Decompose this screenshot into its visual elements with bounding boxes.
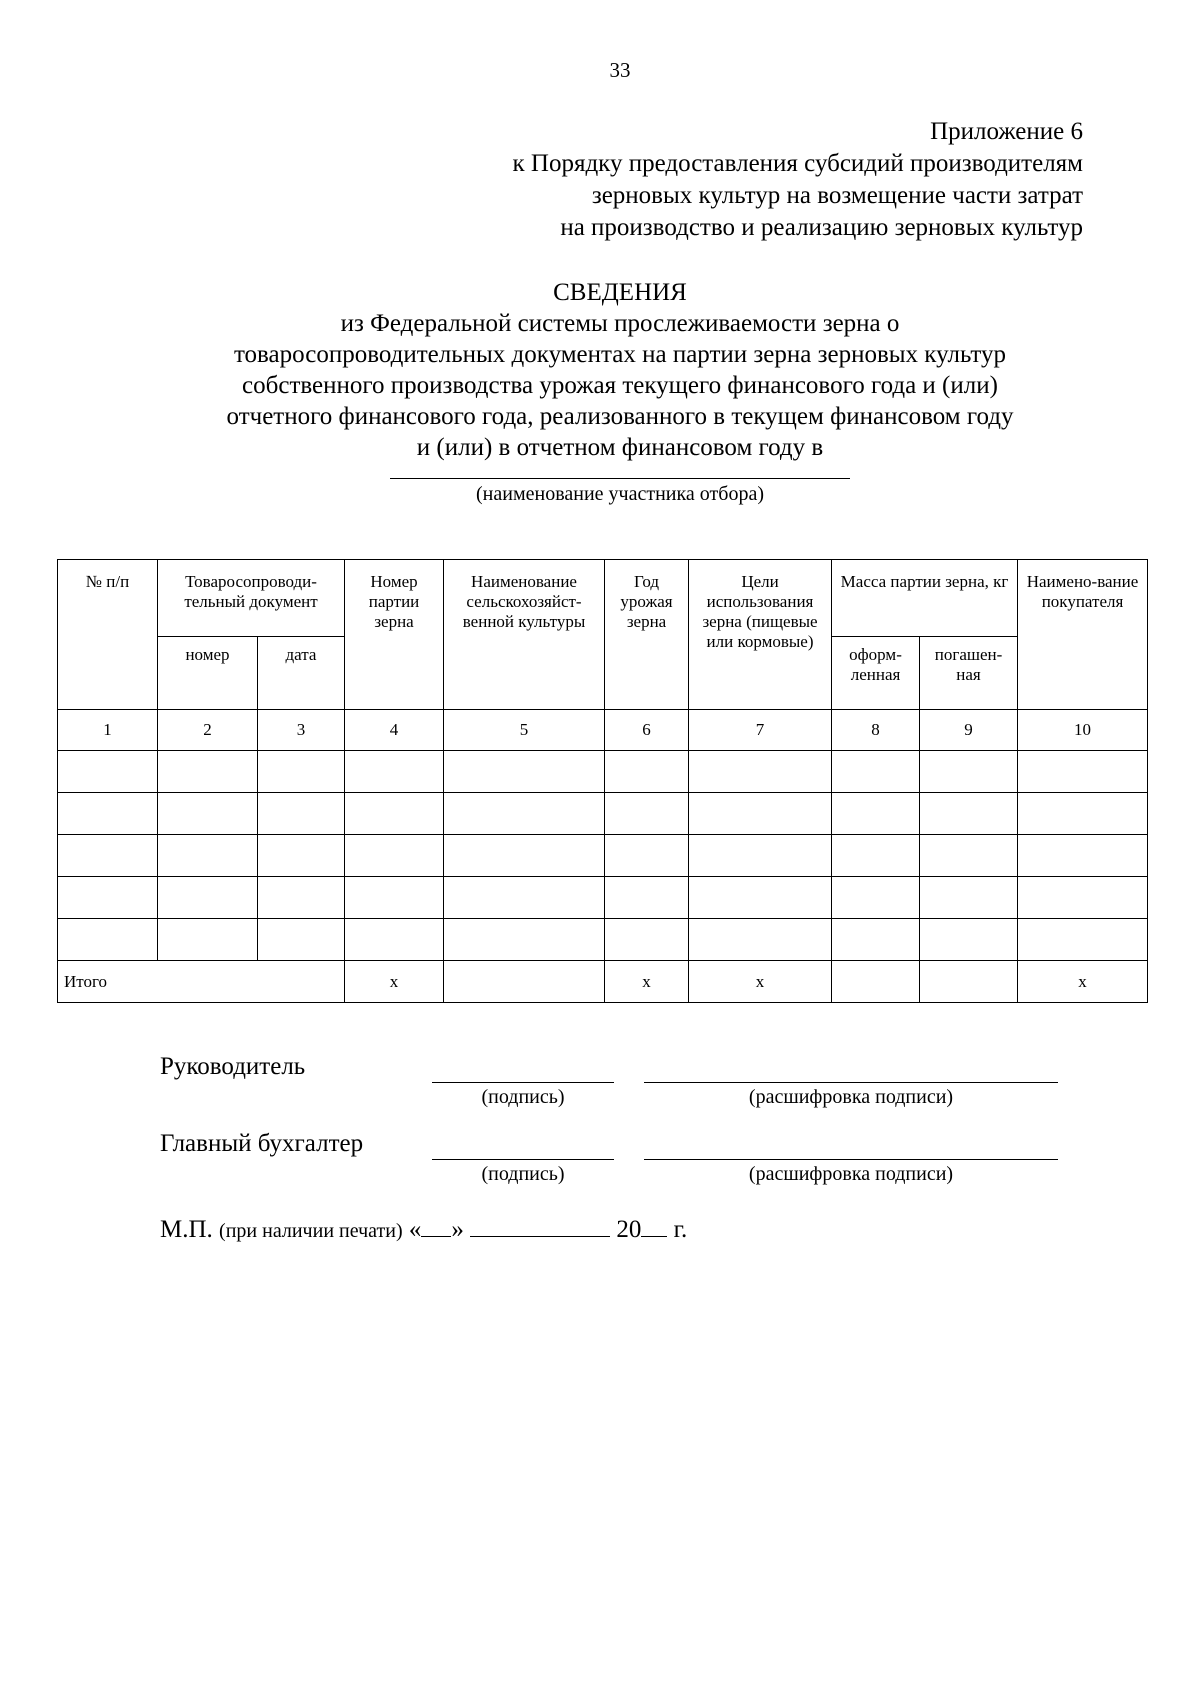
appendix-reference xyxy=(513,116,1084,244)
header-mass-redeemed: погашен-ная xyxy=(920,637,1018,710)
table-cell[interactable] xyxy=(689,877,832,919)
table-cell[interactable] xyxy=(258,919,345,961)
head-signature-line[interactable] xyxy=(432,1082,614,1083)
table-cell[interactable] xyxy=(158,919,258,961)
seal-condition: (при наличии печати) xyxy=(219,1220,403,1242)
grain-documents-table xyxy=(57,559,1148,1003)
total-year-cell: х xyxy=(605,961,689,1003)
table-cell[interactable] xyxy=(345,793,444,835)
head-label: Руководитель xyxy=(160,1053,306,1080)
close-quote: » xyxy=(451,1216,464,1243)
header-document: Товаросопроводи-тельный документ xyxy=(158,560,345,637)
head-signature-caption: (подпись) xyxy=(481,1086,565,1108)
head-decoding-line[interactable] xyxy=(644,1082,1058,1083)
column-number: 7 xyxy=(689,710,832,751)
table-cell[interactable] xyxy=(689,835,832,877)
table-cell[interactable] xyxy=(345,751,444,793)
accountant-signature-line[interactable] xyxy=(432,1159,614,1160)
column-number: 10 xyxy=(1018,710,1148,751)
table-cell[interactable] xyxy=(605,835,689,877)
header-crop: Наименование сельскохозяйст-венной культуры xyxy=(444,560,605,710)
table-row xyxy=(58,877,1148,919)
table-cell[interactable] xyxy=(832,919,920,961)
table-cell[interactable] xyxy=(444,751,605,793)
accountant-signature-caption: (подпись) xyxy=(481,1163,565,1185)
table-cell[interactable] xyxy=(258,835,345,877)
page-number: 33 xyxy=(609,58,631,82)
table-cell[interactable] xyxy=(689,751,832,793)
table-cell[interactable] xyxy=(158,751,258,793)
table-cell[interactable] xyxy=(345,877,444,919)
table-cell[interactable] xyxy=(689,793,832,835)
total-mass-issued-cell[interactable] xyxy=(832,961,920,1003)
title-line: товаросопроводительных документах на партии зерна зерновых культур xyxy=(233,341,1007,368)
table-cell[interactable] xyxy=(832,877,920,919)
header-purpose: Цели использования зерна (пищевые или кормовые) xyxy=(689,560,832,710)
table-cell[interactable] xyxy=(444,919,605,961)
total-row xyxy=(58,961,1148,1003)
column-number: 8 xyxy=(832,710,920,751)
table-cell[interactable] xyxy=(345,919,444,961)
open-quote: « xyxy=(408,1216,422,1243)
table-cell[interactable] xyxy=(1018,835,1148,877)
table-cell[interactable] xyxy=(920,877,1018,919)
table-cell[interactable] xyxy=(258,877,345,919)
year-suffix: г. xyxy=(673,1216,688,1243)
seal-mp: М.П. xyxy=(160,1216,213,1243)
seal-date-line xyxy=(160,1212,687,1244)
table-cell[interactable] xyxy=(58,835,158,877)
header-mass: Масса партии зерна, кг xyxy=(832,560,1018,637)
table-cell[interactable] xyxy=(1018,793,1148,835)
column-number: 2 xyxy=(158,710,258,751)
appendix-line: на производство и реализацию зерновых культур xyxy=(560,214,1083,241)
title-line: и (или) в отчетном финансовом году в xyxy=(416,434,824,461)
table-cell[interactable] xyxy=(58,919,158,961)
total-purpose-cell: х xyxy=(689,961,832,1003)
participant-caption: (наименование участника отбора) xyxy=(476,483,764,505)
table-cell[interactable] xyxy=(158,877,258,919)
table-cell[interactable] xyxy=(920,835,1018,877)
table-cell[interactable] xyxy=(1018,919,1148,961)
table-row xyxy=(58,793,1148,835)
table-cell[interactable] xyxy=(832,793,920,835)
appendix-line: к Порядку предоставления субсидий производителям xyxy=(512,150,1083,177)
header-buyer: Наимено-вание покупателя xyxy=(1018,560,1148,710)
table-cell[interactable] xyxy=(58,793,158,835)
table-row xyxy=(58,835,1148,877)
column-number: 9 xyxy=(920,710,1018,751)
total-batch-cell: х xyxy=(345,961,444,1003)
header-mass-issued: оформ-ленная xyxy=(832,637,920,710)
total-buyer-cell: х xyxy=(1018,961,1148,1003)
accountant-decoding-caption: (расшифровка подписи) xyxy=(748,1163,954,1185)
title-line: из Федеральной системы прослеживаемости зерна о xyxy=(340,310,900,337)
table-cell[interactable] xyxy=(1018,877,1148,919)
participant-field xyxy=(390,478,850,506)
day-blank[interactable] xyxy=(421,1212,451,1237)
column-number: 6 xyxy=(605,710,689,751)
table-cell[interactable] xyxy=(605,919,689,961)
header-num: № п/п xyxy=(58,560,158,710)
table-cell[interactable] xyxy=(158,835,258,877)
table-cell[interactable] xyxy=(258,751,345,793)
table-cell[interactable] xyxy=(258,793,345,835)
table-cell[interactable] xyxy=(605,751,689,793)
total-label: Итого xyxy=(58,961,345,1003)
title-line: собственного производства урожая текущего финансового года и (или) xyxy=(242,372,998,399)
table-cell[interactable] xyxy=(444,877,605,919)
table-cell[interactable] xyxy=(345,835,444,877)
table-cell[interactable] xyxy=(689,919,832,961)
table-cell[interactable] xyxy=(832,751,920,793)
table-cell[interactable] xyxy=(920,751,1018,793)
table-cell[interactable] xyxy=(920,919,1018,961)
table-cell[interactable] xyxy=(58,751,158,793)
month-blank[interactable] xyxy=(470,1212,610,1237)
total-crop-cell[interactable] xyxy=(444,961,605,1003)
appendix-line: зерновых культур на возмещение части затрат xyxy=(591,182,1083,209)
table-cell[interactable] xyxy=(920,793,1018,835)
year-blank[interactable] xyxy=(641,1212,667,1237)
table-row xyxy=(58,751,1148,793)
table-cell[interactable] xyxy=(444,793,605,835)
column-number: 3 xyxy=(258,710,345,751)
table-cell[interactable] xyxy=(605,877,689,919)
table-cell[interactable] xyxy=(158,793,258,835)
table-cell[interactable] xyxy=(444,835,605,877)
table-cell[interactable] xyxy=(1018,751,1148,793)
accountant-decoding-line[interactable] xyxy=(644,1159,1058,1160)
header-batch: Номер партии зерна xyxy=(345,560,444,710)
title-line: отчетного финансового года, реализованного в текущем финансовом году xyxy=(226,403,1014,430)
column-number: 1 xyxy=(58,710,158,751)
total-mass-redeemed-cell[interactable] xyxy=(920,961,1018,1003)
head-decoding-caption: (расшифровка подписи) xyxy=(748,1086,954,1108)
accountant-label: Главный бухгалтер xyxy=(160,1130,364,1157)
header-year: Год урожая зерна xyxy=(605,560,689,710)
appendix-line: Приложение 6 xyxy=(930,118,1083,145)
table-cell[interactable] xyxy=(832,835,920,877)
year-prefix: 20 xyxy=(616,1216,642,1243)
column-number: 5 xyxy=(444,710,605,751)
document-title xyxy=(60,277,1180,463)
header-doc-number: номер xyxy=(158,637,258,710)
table-cell[interactable] xyxy=(605,793,689,835)
table-cell[interactable] xyxy=(58,877,158,919)
main-title: СВЕДЕНИЯ xyxy=(553,279,687,306)
column-number: 4 xyxy=(345,710,444,751)
header-doc-date: дата xyxy=(258,637,345,710)
participant-line[interactable] xyxy=(390,478,850,479)
table-row xyxy=(58,919,1148,961)
